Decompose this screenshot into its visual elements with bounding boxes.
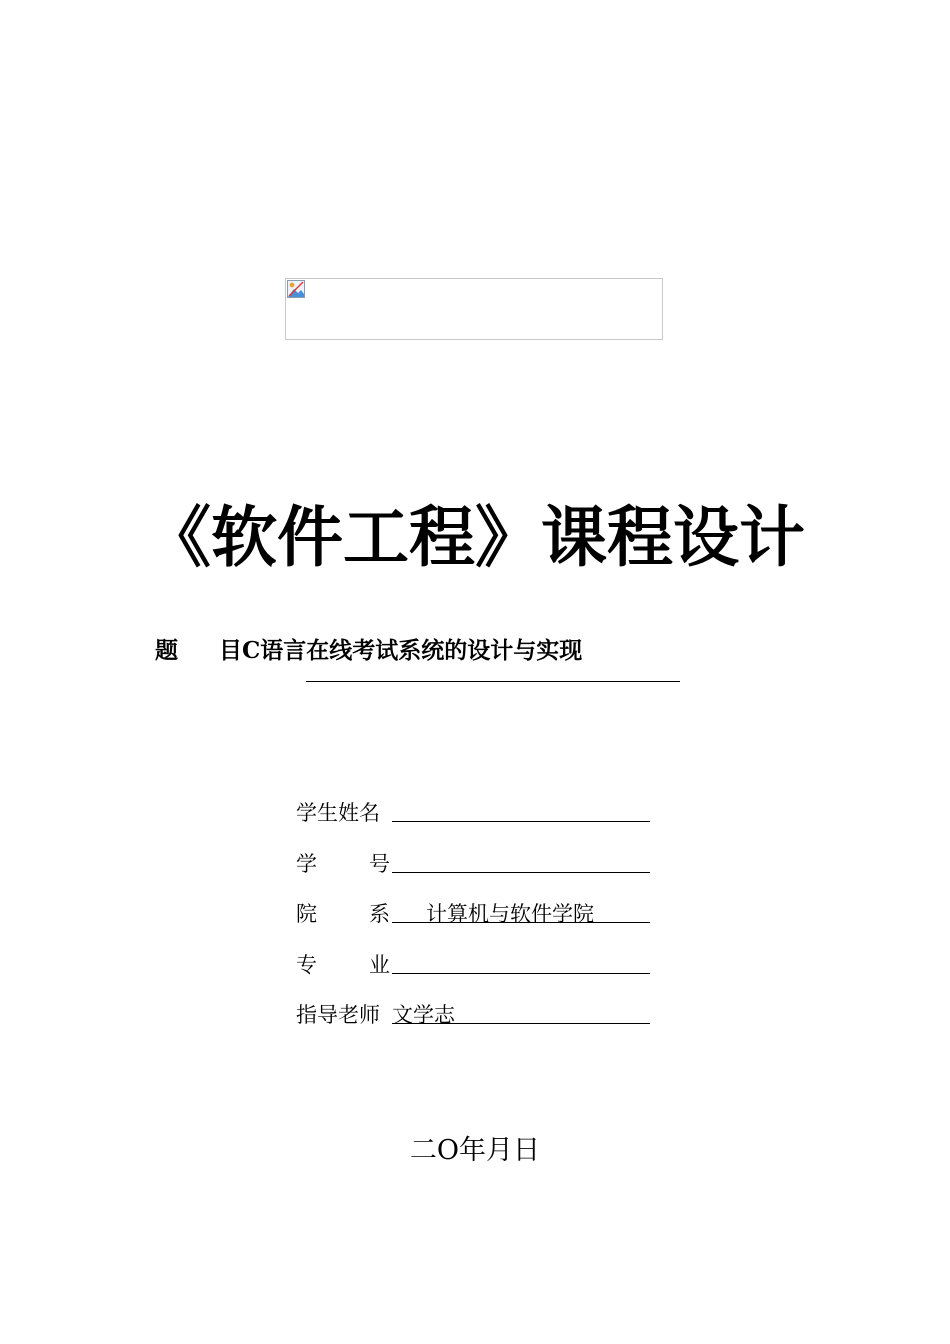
label-text: 学生姓名: [296, 801, 380, 825]
label-text: 号: [369, 851, 390, 876]
department-label: [296, 897, 390, 931]
advisor-field: [392, 998, 650, 1027]
topic-row: [155, 634, 582, 668]
student-name-label: [296, 796, 390, 830]
course-design-title: 《软件工程》课程设计: [145, 499, 805, 576]
label-text: 学: [296, 851, 317, 876]
major-field: [392, 948, 650, 974]
topic-value: C语言在线考试系统的设计与实现: [242, 637, 583, 664]
broken-image-icon: [286, 279, 306, 299]
advisor-label: [296, 998, 390, 1032]
label-text: 院: [296, 902, 317, 926]
student-name-field: [392, 796, 650, 822]
department-field: [392, 897, 650, 926]
advisor-value: 文学志: [392, 1003, 455, 1027]
school-logo-placeholder: [285, 278, 663, 340]
label-text: 业: [369, 952, 390, 977]
student-id-label: [296, 847, 390, 881]
topic-underline: [306, 681, 680, 682]
student-id-field: [392, 847, 650, 873]
cover-date: 二O年月日: [409, 1135, 541, 1166]
topic-label-char-2: 目: [219, 637, 242, 664]
label-text: 专: [296, 952, 317, 977]
department-value: 计算机与软件学院: [426, 902, 594, 926]
label-text: 指导老师: [296, 1003, 380, 1027]
topic-label-char-1: 题: [155, 637, 178, 664]
major-label: [296, 948, 390, 982]
label-text: 系: [369, 902, 390, 926]
